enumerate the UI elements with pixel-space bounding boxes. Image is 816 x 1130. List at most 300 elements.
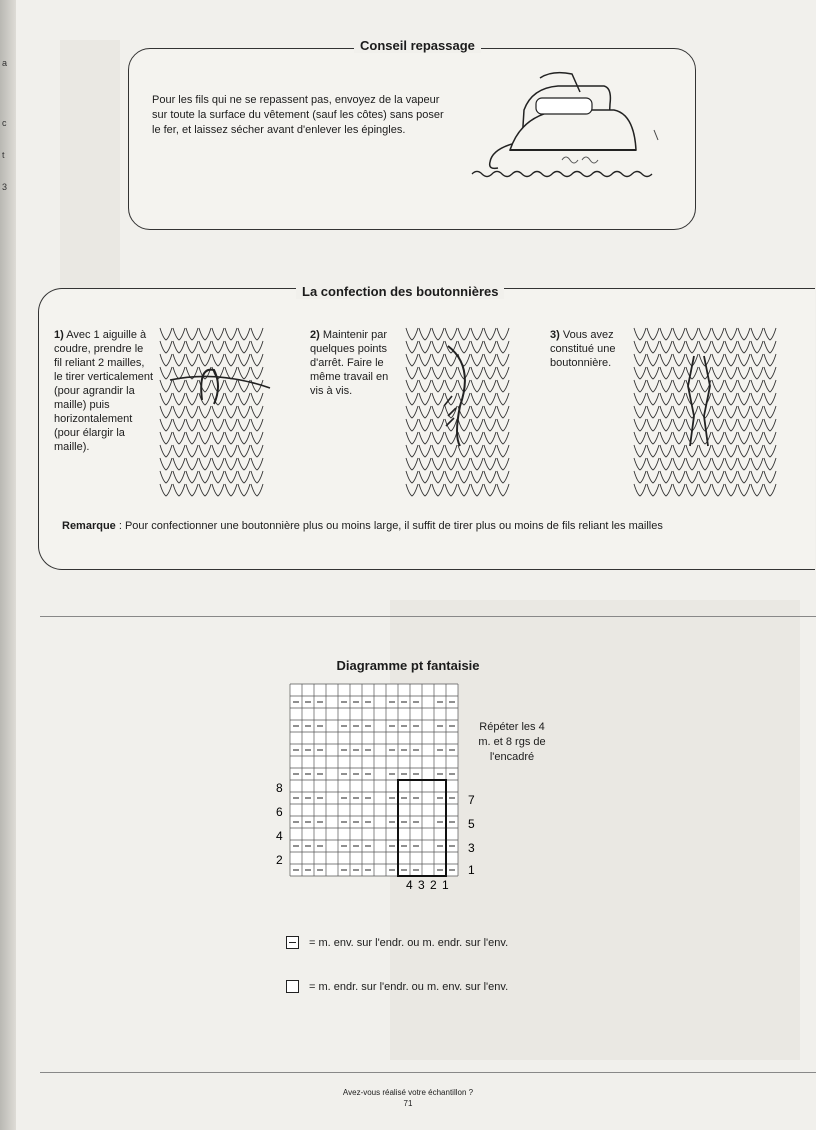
knit-stitch bbox=[712, 354, 724, 366]
grid-cell bbox=[326, 732, 338, 744]
grid-cell bbox=[422, 804, 434, 816]
grid-cell bbox=[422, 780, 434, 792]
grid-cell bbox=[302, 708, 314, 720]
grid-cell bbox=[374, 852, 386, 864]
grid-cell bbox=[326, 756, 338, 768]
knit-stitch bbox=[458, 458, 470, 470]
grid-cell bbox=[314, 708, 326, 720]
knit-stitch bbox=[764, 341, 776, 353]
knit-stitch bbox=[764, 458, 776, 470]
grid-cell bbox=[350, 732, 362, 744]
knit-stitch bbox=[634, 367, 646, 379]
knit-stitch bbox=[445, 445, 457, 457]
knit-stitch bbox=[634, 328, 646, 340]
knit-stitch bbox=[238, 471, 250, 483]
knit-stitch bbox=[173, 393, 185, 405]
grid-cell bbox=[398, 756, 410, 768]
knit-stitch bbox=[751, 380, 763, 392]
knit-stitch bbox=[471, 484, 483, 496]
grid-cell bbox=[422, 864, 434, 876]
grid-cell bbox=[374, 780, 386, 792]
knit-stitch bbox=[173, 419, 185, 431]
knit-stitch bbox=[238, 419, 250, 431]
grid-cell bbox=[326, 864, 338, 876]
grid-cell bbox=[314, 684, 326, 696]
grid-cell bbox=[374, 792, 386, 804]
row-label: 1 bbox=[468, 863, 475, 877]
knit-stitch bbox=[160, 328, 172, 340]
knit-stitch bbox=[738, 445, 750, 457]
grid-cell bbox=[326, 816, 338, 828]
knit-stitch bbox=[634, 341, 646, 353]
grid-cell bbox=[302, 828, 314, 840]
row-label: 2 bbox=[276, 853, 283, 867]
knit-stitch bbox=[712, 458, 724, 470]
knit-stitch bbox=[199, 406, 211, 418]
knit-stitch bbox=[471, 471, 483, 483]
knit-stitch bbox=[419, 393, 431, 405]
knit-stitch bbox=[673, 341, 685, 353]
knit-stitch bbox=[660, 328, 672, 340]
knit-stitch bbox=[725, 458, 737, 470]
knit-stitch bbox=[712, 432, 724, 444]
knit-stitch bbox=[660, 445, 672, 457]
grid-cell bbox=[398, 780, 410, 792]
grid-cell bbox=[350, 828, 362, 840]
grid-cell bbox=[386, 828, 398, 840]
knit-stitch bbox=[484, 445, 496, 457]
knit-stitch bbox=[458, 432, 470, 444]
grid-cell bbox=[374, 816, 386, 828]
knit-stitch bbox=[699, 328, 711, 340]
knit-stitch bbox=[406, 380, 418, 392]
knit-stitch bbox=[445, 458, 457, 470]
knit-stitch bbox=[251, 380, 263, 392]
knit-stitch bbox=[725, 419, 737, 431]
knit-stitch bbox=[173, 484, 185, 496]
knit-stitch bbox=[225, 341, 237, 353]
grid-cell bbox=[350, 684, 362, 696]
knit-stitch bbox=[419, 432, 431, 444]
knit-stitch bbox=[686, 458, 698, 470]
grid-cell bbox=[350, 804, 362, 816]
knit-stitch bbox=[497, 341, 509, 353]
ironing-tip-text: Pour les fils qui ne se repassent pas, envoyez de la vapeur sur toute la surface du vêtement (sauf les côtes) sans poser le fer, et laissez sécher avant d'enlever les épingles. bbox=[152, 94, 444, 136]
remark-text: : Pour confectionner une boutonnière plus ou moins large, il suffit de tirer plus ou moins de fils reliant les mailles bbox=[115, 520, 663, 532]
repeat-note: Répéter les 4 m. et 8 rgs de l'encadré bbox=[478, 721, 546, 763]
grid-cell bbox=[434, 756, 446, 768]
knit-stitch bbox=[225, 458, 237, 470]
grid-cell bbox=[434, 732, 446, 744]
grid-cell bbox=[290, 780, 302, 792]
knit-stitch bbox=[225, 445, 237, 457]
knit-stitch bbox=[458, 341, 470, 353]
knit-stitch bbox=[160, 393, 172, 405]
knit-stitch bbox=[251, 406, 263, 418]
knit-stitch bbox=[471, 367, 483, 379]
knit-stitch bbox=[186, 471, 198, 483]
grid-cell bbox=[374, 804, 386, 816]
knit-stitch bbox=[725, 471, 737, 483]
knit-stitch bbox=[634, 432, 646, 444]
knit-stitch bbox=[699, 367, 711, 379]
knit-stitch bbox=[406, 419, 418, 431]
knit-stitch bbox=[471, 341, 483, 353]
knit-stitch bbox=[712, 367, 724, 379]
knit-stitch bbox=[738, 432, 750, 444]
knit-stitch bbox=[647, 419, 659, 431]
grid-cell bbox=[434, 804, 446, 816]
knit-stitch bbox=[160, 432, 172, 444]
knit-stitch bbox=[419, 367, 431, 379]
knit-stitch bbox=[764, 393, 776, 405]
knit-stitch bbox=[432, 419, 444, 431]
knit-stitch bbox=[186, 445, 198, 457]
grid-cell bbox=[374, 732, 386, 744]
knit-stitch bbox=[634, 354, 646, 366]
knit-stitch bbox=[471, 380, 483, 392]
knit-stitch bbox=[458, 471, 470, 483]
legend-text: = m. env. sur l'endr. ou m. endr. sur l'env. bbox=[309, 936, 509, 949]
grid-cell bbox=[422, 852, 434, 864]
grid-cell bbox=[338, 732, 350, 744]
grid-cell bbox=[302, 780, 314, 792]
knit-stitch bbox=[751, 393, 763, 405]
knit-stitch bbox=[186, 393, 198, 405]
grid-cell bbox=[302, 756, 314, 768]
grid-cell bbox=[314, 732, 326, 744]
knit-stitch bbox=[238, 445, 250, 457]
knit-stitch bbox=[199, 419, 211, 431]
knit-stitch bbox=[725, 445, 737, 457]
knit-stitch bbox=[186, 419, 198, 431]
knit-stitch bbox=[673, 458, 685, 470]
knit-stitch bbox=[660, 432, 672, 444]
buttonhole-step-2 bbox=[310, 328, 402, 398]
knit-stitch bbox=[764, 445, 776, 457]
knit-stitch bbox=[686, 328, 698, 340]
row-label: 6 bbox=[276, 805, 283, 819]
knit-stitch bbox=[160, 354, 172, 366]
buttonhole-step-1 bbox=[54, 328, 154, 454]
knit-stitch bbox=[660, 354, 672, 366]
knit-stitch bbox=[660, 393, 672, 405]
grid-cell bbox=[386, 852, 398, 864]
knit-stitch bbox=[406, 445, 418, 457]
knit-stitch bbox=[173, 328, 185, 340]
knit-stitch bbox=[751, 406, 763, 418]
stitch-label: 4 bbox=[406, 878, 413, 890]
grid-cell bbox=[338, 780, 350, 792]
knit-stitch bbox=[199, 354, 211, 366]
grid-cell bbox=[410, 780, 422, 792]
knit-stitch bbox=[160, 406, 172, 418]
step-number: 1) bbox=[54, 329, 64, 341]
knit-stitch bbox=[251, 484, 263, 496]
knit-stitch bbox=[445, 367, 457, 379]
knit-stitch bbox=[647, 458, 659, 470]
knit-stitch bbox=[445, 328, 457, 340]
knit-stitch bbox=[497, 471, 509, 483]
grid-cell bbox=[362, 852, 374, 864]
grid-cell bbox=[290, 852, 302, 864]
grid-cell bbox=[362, 780, 374, 792]
grid-cell bbox=[326, 804, 338, 816]
knit-stitch bbox=[647, 341, 659, 353]
stitch-diagram-grid bbox=[268, 680, 478, 890]
knit-stitch bbox=[432, 341, 444, 353]
grid-cell bbox=[410, 804, 422, 816]
stitch-label: 3 bbox=[418, 878, 425, 890]
grid-cell bbox=[410, 756, 422, 768]
grid-cell bbox=[410, 732, 422, 744]
knit-stitch bbox=[251, 393, 263, 405]
knit-stitch bbox=[647, 380, 659, 392]
grid-cell bbox=[374, 840, 386, 852]
margin-mark: c bbox=[2, 118, 7, 128]
grid-cell bbox=[290, 828, 302, 840]
grid-cell bbox=[374, 684, 386, 696]
knit-stitch bbox=[634, 393, 646, 405]
knit-stitch bbox=[419, 445, 431, 457]
knit-stitch bbox=[699, 445, 711, 457]
knit-stitch bbox=[712, 445, 724, 457]
knit-stitch bbox=[238, 458, 250, 470]
knit-stitch bbox=[484, 380, 496, 392]
knit-stitch bbox=[660, 341, 672, 353]
grid-cell bbox=[446, 708, 458, 720]
knit-stitch bbox=[738, 328, 750, 340]
knit-stitch bbox=[225, 328, 237, 340]
knit-stitch bbox=[471, 354, 483, 366]
knit-stitch bbox=[497, 484, 509, 496]
knit-stitch bbox=[725, 380, 737, 392]
knit-stitch bbox=[212, 328, 224, 340]
knit-stitch bbox=[432, 380, 444, 392]
knit-stitch bbox=[647, 484, 659, 496]
knit-stitch bbox=[186, 406, 198, 418]
knit-stitch bbox=[751, 432, 763, 444]
knit-stitch bbox=[471, 445, 483, 457]
knit-stitch bbox=[712, 484, 724, 496]
knit-stitch bbox=[212, 432, 224, 444]
knit-stitch bbox=[160, 484, 172, 496]
knit-stitch bbox=[199, 458, 211, 470]
grid-cell bbox=[410, 684, 422, 696]
knit-stitch bbox=[238, 484, 250, 496]
section-divider bbox=[40, 616, 816, 617]
knit-stitch bbox=[699, 393, 711, 405]
knit-stitch bbox=[764, 380, 776, 392]
knit-stitch bbox=[647, 432, 659, 444]
knit-stitch bbox=[251, 354, 263, 366]
grid-cell bbox=[422, 840, 434, 852]
knit-stitch bbox=[738, 406, 750, 418]
knit-stitch bbox=[212, 471, 224, 483]
knit-stitch bbox=[647, 328, 659, 340]
knit-stitch bbox=[471, 419, 483, 431]
knit-stitch bbox=[686, 445, 698, 457]
grid-cell bbox=[422, 708, 434, 720]
grid-cell bbox=[446, 828, 458, 840]
grid-cell bbox=[350, 708, 362, 720]
knit-stitch bbox=[673, 367, 685, 379]
grid-cell bbox=[374, 744, 386, 756]
grid-cell bbox=[314, 780, 326, 792]
legend-row-purl bbox=[286, 936, 508, 949]
legend-text: = m. endr. sur l'endr. ou m. env. sur l'env. bbox=[309, 980, 509, 993]
knit-stitch bbox=[406, 367, 418, 379]
knit-stitch bbox=[186, 458, 198, 470]
knit-stitch bbox=[432, 445, 444, 457]
knit-stitch bbox=[738, 367, 750, 379]
grid-cell bbox=[290, 708, 302, 720]
knit-stitch bbox=[497, 406, 509, 418]
grid-cell bbox=[434, 828, 446, 840]
knit-stitch bbox=[471, 406, 483, 418]
knit-stitch bbox=[647, 445, 659, 457]
knit-stitch bbox=[484, 367, 496, 379]
knit-stitch bbox=[238, 341, 250, 353]
knit-stitch bbox=[484, 458, 496, 470]
grid-cell bbox=[398, 804, 410, 816]
grid-cell bbox=[314, 852, 326, 864]
knit-stitch bbox=[647, 406, 659, 418]
knit-stitch bbox=[406, 471, 418, 483]
grid-cell bbox=[338, 756, 350, 768]
knit-stitch bbox=[634, 471, 646, 483]
empty-square-icon bbox=[286, 980, 299, 993]
knit-stitch bbox=[251, 445, 263, 457]
grid-cell bbox=[326, 852, 338, 864]
knit-stitch bbox=[225, 419, 237, 431]
knit-stitch bbox=[764, 484, 776, 496]
grid-cell bbox=[290, 804, 302, 816]
knit-stitch bbox=[634, 406, 646, 418]
knit-stitch bbox=[173, 406, 185, 418]
knit-stitch bbox=[160, 458, 172, 470]
knit-stitch bbox=[634, 380, 646, 392]
knit-stitch bbox=[160, 471, 172, 483]
grid-cell bbox=[446, 756, 458, 768]
knit-stitch bbox=[660, 471, 672, 483]
knit-stitch bbox=[751, 471, 763, 483]
knit-stitch bbox=[212, 445, 224, 457]
knit-stitch bbox=[751, 354, 763, 366]
grid-cell bbox=[350, 852, 362, 864]
ironing-tip-title: Conseil repassage bbox=[354, 38, 481, 53]
knit-stitch bbox=[160, 445, 172, 457]
knit-stitch bbox=[160, 380, 172, 392]
knit-stitch bbox=[712, 380, 724, 392]
knit-stitch bbox=[764, 354, 776, 366]
knit-stitch bbox=[199, 484, 211, 496]
knit-stitch bbox=[686, 484, 698, 496]
knit-stitch bbox=[458, 328, 470, 340]
knit-stitch bbox=[673, 393, 685, 405]
knit-stitch bbox=[725, 328, 737, 340]
grid-cell bbox=[398, 708, 410, 720]
knit-stitch bbox=[238, 328, 250, 340]
knit-stitch bbox=[751, 484, 763, 496]
grid-cell bbox=[326, 768, 338, 780]
knit-stitch bbox=[212, 458, 224, 470]
grid-cell bbox=[446, 780, 458, 792]
knit-stitch bbox=[406, 354, 418, 366]
step-text: Vous avez constitué une boutonnière. bbox=[550, 329, 616, 369]
knit-stitch bbox=[699, 432, 711, 444]
knit-stitch bbox=[484, 471, 496, 483]
knit-stitch bbox=[484, 354, 496, 366]
knit-stitch bbox=[419, 341, 431, 353]
knit-stitch bbox=[225, 484, 237, 496]
knit-stitch bbox=[751, 458, 763, 470]
knit-stitch bbox=[458, 419, 470, 431]
knit-stitch bbox=[432, 393, 444, 405]
knit-stitch bbox=[406, 484, 418, 496]
grid-cell bbox=[398, 684, 410, 696]
knit-stitch bbox=[173, 432, 185, 444]
knit-stitch bbox=[725, 432, 737, 444]
knit-stitch bbox=[751, 328, 763, 340]
knit-stitch bbox=[212, 406, 224, 418]
knit-stitch bbox=[660, 406, 672, 418]
knit-stitch bbox=[225, 432, 237, 444]
knit-stitch bbox=[484, 341, 496, 353]
knit-stitch bbox=[238, 432, 250, 444]
grid-cell bbox=[422, 744, 434, 756]
grid-cell bbox=[410, 708, 422, 720]
grid-cell bbox=[350, 780, 362, 792]
knit-stitch bbox=[497, 393, 509, 405]
knit-stitch bbox=[471, 432, 483, 444]
dash-symbol-icon bbox=[286, 936, 299, 949]
knit-fabric-illustration-2 bbox=[404, 326, 516, 498]
grid-cell bbox=[434, 684, 446, 696]
knit-stitch bbox=[458, 484, 470, 496]
step-number: 2) bbox=[310, 329, 320, 341]
knit-stitch bbox=[251, 328, 263, 340]
binding-edge bbox=[0, 0, 16, 1130]
knit-stitch bbox=[660, 419, 672, 431]
knit-stitch bbox=[445, 432, 457, 444]
knit-stitch bbox=[686, 471, 698, 483]
knit-stitch bbox=[673, 432, 685, 444]
grid-cell bbox=[386, 780, 398, 792]
knit-stitch bbox=[419, 406, 431, 418]
knit-stitch bbox=[738, 341, 750, 353]
knit-stitch bbox=[497, 445, 509, 457]
knit-stitch bbox=[406, 432, 418, 444]
knit-stitch bbox=[432, 471, 444, 483]
knit-stitch bbox=[238, 354, 250, 366]
knit-stitch bbox=[186, 380, 198, 392]
grid-cell bbox=[326, 792, 338, 804]
knit-stitch bbox=[419, 484, 431, 496]
knit-stitch bbox=[764, 471, 776, 483]
knit-stitch bbox=[199, 432, 211, 444]
grid-cell bbox=[338, 852, 350, 864]
knit-stitch bbox=[738, 354, 750, 366]
knit-stitch bbox=[419, 380, 431, 392]
knit-stitch bbox=[725, 393, 737, 405]
knit-stitch bbox=[173, 354, 185, 366]
grid-cell bbox=[362, 708, 374, 720]
knit-stitch bbox=[764, 328, 776, 340]
knit-stitch bbox=[432, 406, 444, 418]
knit-stitch bbox=[419, 328, 431, 340]
knit-stitch bbox=[725, 341, 737, 353]
